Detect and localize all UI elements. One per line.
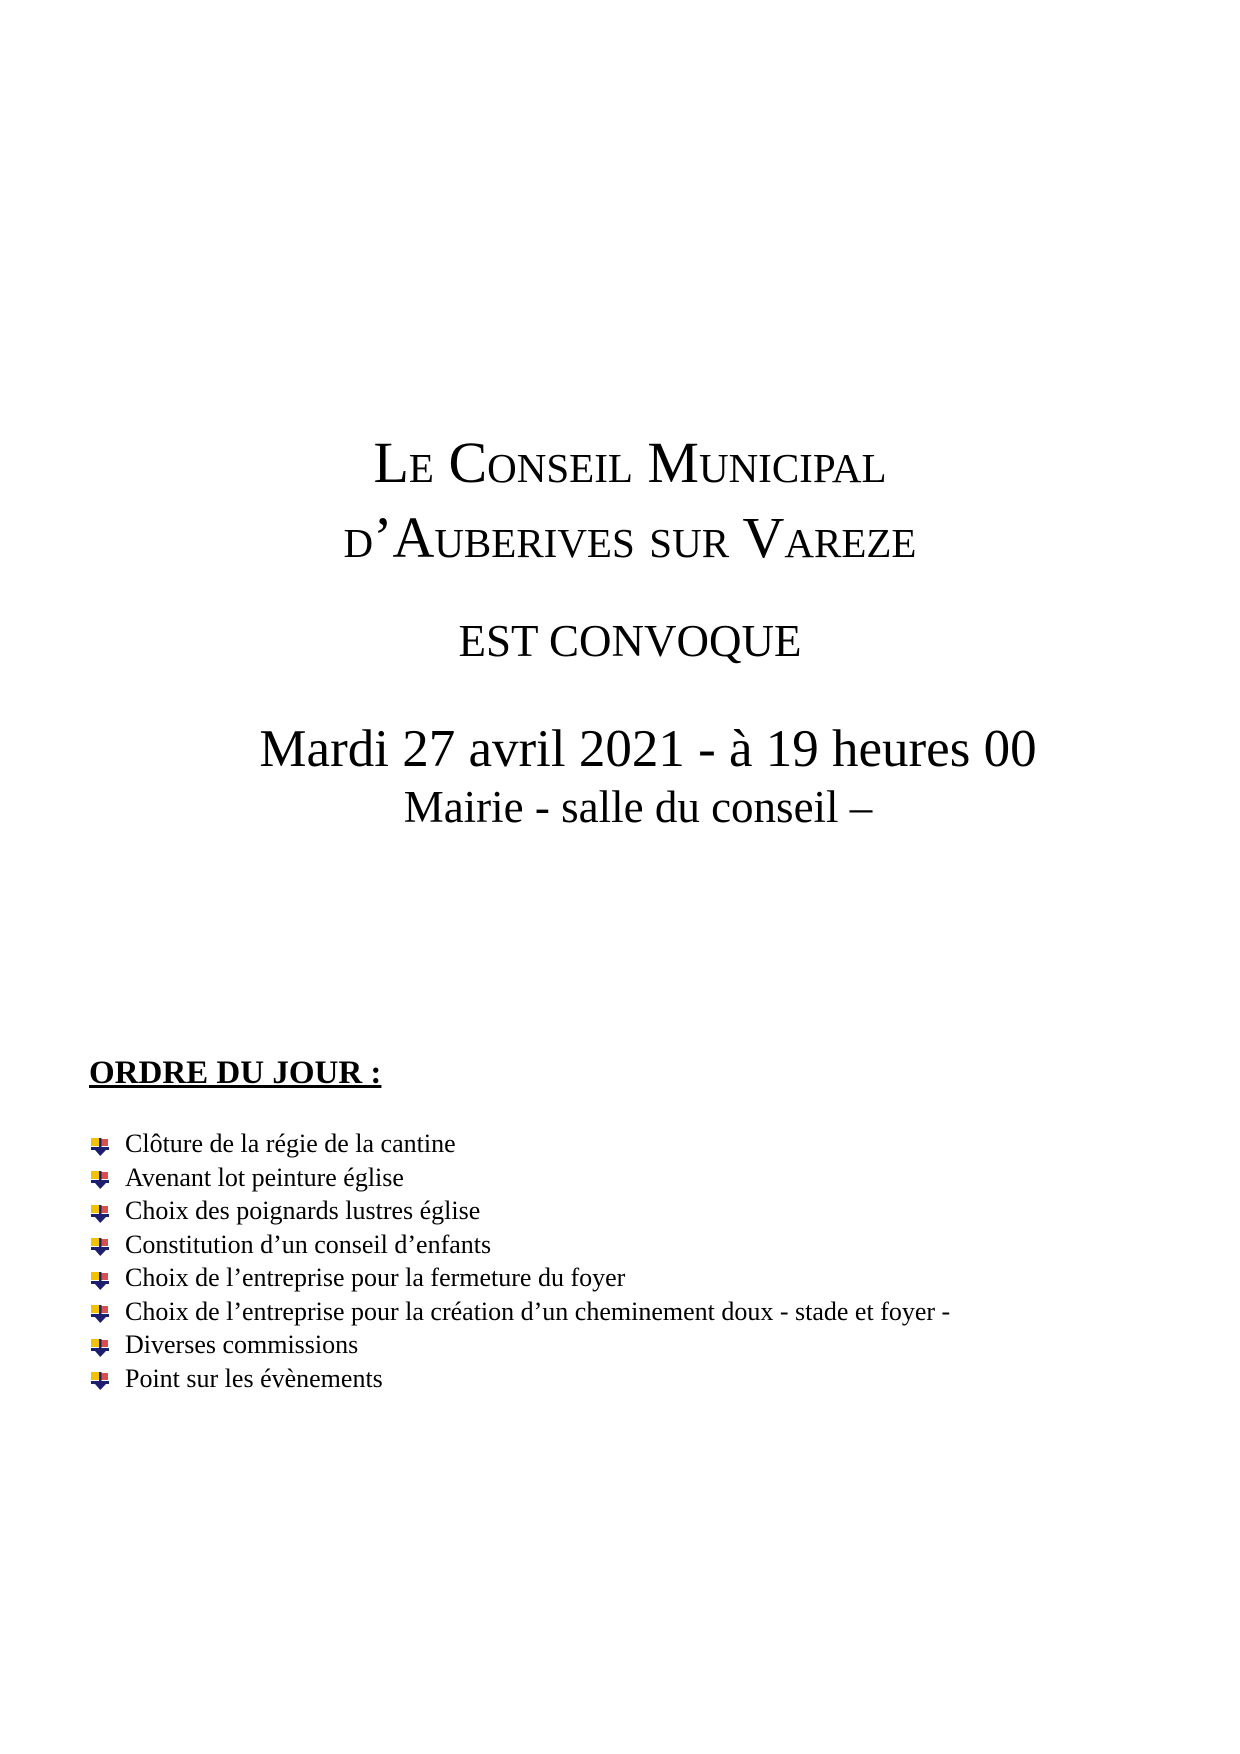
agenda-item [89,1295,950,1329]
arrow-bullet-icon [89,1267,111,1289]
agenda-item-text: Clôture de la régie de la cantine [125,1129,456,1159]
agenda-heading: ORDRE DU JOUR : [89,1055,382,1091]
agenda-item-text: Diverses commissions [125,1330,359,1360]
title-line-2: d’Auberives sur Vareze [343,505,917,570]
arrow-bullet-icon [89,1133,111,1155]
meeting-location: Mairie - salle du conseil – [403,782,873,832]
agenda-item [89,1362,950,1396]
agenda-item [89,1228,950,1262]
agenda-list [89,1127,950,1395]
arrow-bullet-icon [89,1334,111,1356]
agenda-item [89,1194,950,1228]
agenda-item [89,1328,950,1362]
arrow-bullet-icon [89,1166,111,1188]
meeting-date: Mardi 27 avril 2021 - à 19 heures 00 [259,720,1037,778]
arrow-bullet-icon [89,1200,111,1222]
agenda-item [89,1127,950,1161]
convocation-notice: EST CONVOQUE [458,616,802,666]
agenda-item-text: Choix de l’entreprise pour la création d’un cheminement doux - stade et foyer - [125,1296,951,1326]
arrow-bullet-icon [89,1367,111,1389]
agenda-item-text: Choix de l’entreprise pour la fermeture du foyer [125,1263,626,1293]
title-line-1: Le Conseil Municipal [373,430,887,495]
agenda-item-text: Avenant lot peinture église [125,1162,404,1192]
agenda-item-text: Constitution d’un conseil d’enfants [125,1229,492,1259]
agenda-item-text: Choix des poignards lustres église [125,1196,481,1226]
agenda-item [89,1161,950,1195]
arrow-bullet-icon [89,1233,111,1255]
arrow-bullet-icon [89,1300,111,1322]
agenda-item-text: Point sur les évènements [125,1363,383,1393]
agenda-item [89,1261,950,1295]
